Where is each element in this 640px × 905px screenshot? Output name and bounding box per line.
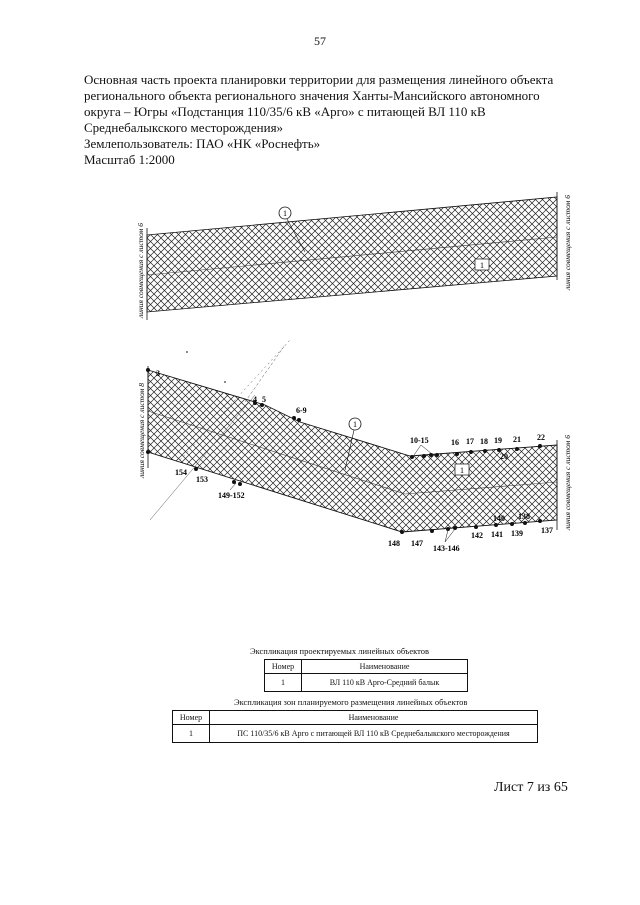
existing-point xyxy=(159,386,161,388)
boundary-point xyxy=(429,453,433,457)
boundary-point xyxy=(297,418,301,422)
table-header-row xyxy=(265,660,468,674)
table-cell: ВЛ 110 кВ Арго-Средний балык xyxy=(302,674,468,692)
column-header: Наименование xyxy=(210,711,538,725)
boundary-point xyxy=(515,447,519,451)
point-label: 149-152 xyxy=(218,491,245,500)
label-leader xyxy=(230,483,236,490)
linear-objects-caption: Экспликация проектируемых линейных объектов xyxy=(250,646,429,656)
point-label: 139 xyxy=(511,529,523,538)
point-label: 153 xyxy=(196,475,208,484)
sheet-number: Лист 7 из 65 xyxy=(494,780,568,795)
linear-objects-table xyxy=(264,659,468,692)
lower-map-fragment xyxy=(137,340,572,553)
lower-zone-polygon xyxy=(148,370,557,532)
boundary-point xyxy=(538,444,542,448)
boundary-point xyxy=(238,482,242,486)
point-label: 18 xyxy=(480,437,488,446)
boundary-point xyxy=(410,455,414,459)
table-row xyxy=(173,725,538,743)
zones-caption: Экспликация зон планируемого размещения линейных объектов xyxy=(234,697,468,707)
boundary-point xyxy=(292,416,296,420)
point-label: 140 xyxy=(493,514,505,523)
point-label: 16 xyxy=(451,438,459,447)
boundary-point xyxy=(523,521,527,525)
upper-map-fragment xyxy=(136,192,572,320)
point-label: 142 xyxy=(471,531,483,540)
point-label: 143-146 xyxy=(433,544,460,553)
point-label: 3 xyxy=(156,369,160,378)
table-cell: 1 xyxy=(173,725,210,743)
boundary-point xyxy=(455,452,459,456)
boundary-point xyxy=(483,449,487,453)
boundary-point xyxy=(474,525,478,529)
existing-line xyxy=(245,345,285,402)
title-line: округа – Югры «Подстанция 110/35/6 кВ «Арго» с питающей ВЛ 110 кВ xyxy=(84,104,486,119)
boundary-point xyxy=(422,454,426,458)
boundary-point xyxy=(146,450,150,454)
point-label: 141 xyxy=(491,530,503,539)
column-header: Номер xyxy=(173,711,210,725)
zones-table xyxy=(172,710,538,743)
land-user: Землепользователь: ПАО «НК «Роснефть» xyxy=(84,136,321,151)
boundary-point xyxy=(469,450,473,454)
point-label: 4 xyxy=(253,395,257,404)
upper-zone-polygon xyxy=(147,197,557,312)
title-line: Среднебалыкского месторождения» xyxy=(84,120,284,135)
lower-object-marker: 1 xyxy=(353,420,357,429)
existing-point xyxy=(224,381,226,383)
point-label: 5 xyxy=(262,395,266,404)
table-cell: 1 xyxy=(265,674,302,692)
lower-zone-marker: 1 xyxy=(460,466,464,475)
point-label: 10-15 xyxy=(410,436,429,445)
upper-right-side-label: линия совмещения с листом 6 xyxy=(563,195,572,290)
point-label: 6-9 xyxy=(296,406,307,415)
point-label: 22 xyxy=(537,433,545,442)
boundary-point xyxy=(494,523,498,527)
boundary-point xyxy=(510,522,514,526)
upper-object-marker: 1 xyxy=(283,209,287,218)
point-label: 19 xyxy=(494,436,502,445)
title-line: Основная часть проекта планировки территории для размещения линейного объекта xyxy=(84,72,554,87)
point-label: 147 xyxy=(411,539,423,548)
point-label: 137 xyxy=(541,526,553,535)
point-label: 138 xyxy=(518,512,530,521)
table-header-row xyxy=(173,711,538,725)
label-leader xyxy=(414,445,421,455)
map-scale: Масштаб 1:2000 xyxy=(84,152,175,167)
boundary-point xyxy=(435,453,439,457)
boundary-point xyxy=(538,519,542,523)
boundary-point xyxy=(430,529,434,533)
point-label: 17 xyxy=(466,437,474,446)
table-row xyxy=(265,674,468,692)
lower-left-side-label: линия совмещения с листом 8 xyxy=(137,383,146,478)
label-leader xyxy=(421,445,432,454)
point-label: 154 xyxy=(175,468,187,477)
upper-zone-marker: 1 xyxy=(480,261,484,270)
point-label: 20 xyxy=(500,452,508,461)
point-label: 148 xyxy=(388,539,400,548)
boundary-point xyxy=(194,467,198,471)
point-label: 21 xyxy=(513,435,521,444)
existing-point xyxy=(186,351,188,353)
column-header: Наименование xyxy=(302,660,468,674)
column-header: Номер xyxy=(265,660,302,674)
page-number: 57 xyxy=(314,34,326,48)
lower-right-side-label: линия совмещения с листом 6 xyxy=(563,435,572,530)
upper-left-side-label: линия совмещения с листом 6 xyxy=(136,223,145,318)
boundary-point xyxy=(146,368,150,372)
table-cell: ПС 110/35/6 кВ Арго с питающей ВЛ 110 кВ Среднебалыкского месторождения xyxy=(210,725,538,743)
title-line: регионального объекта регионального значения Ханты-Мансийского автономного xyxy=(84,88,540,103)
boundary-point xyxy=(400,530,404,534)
